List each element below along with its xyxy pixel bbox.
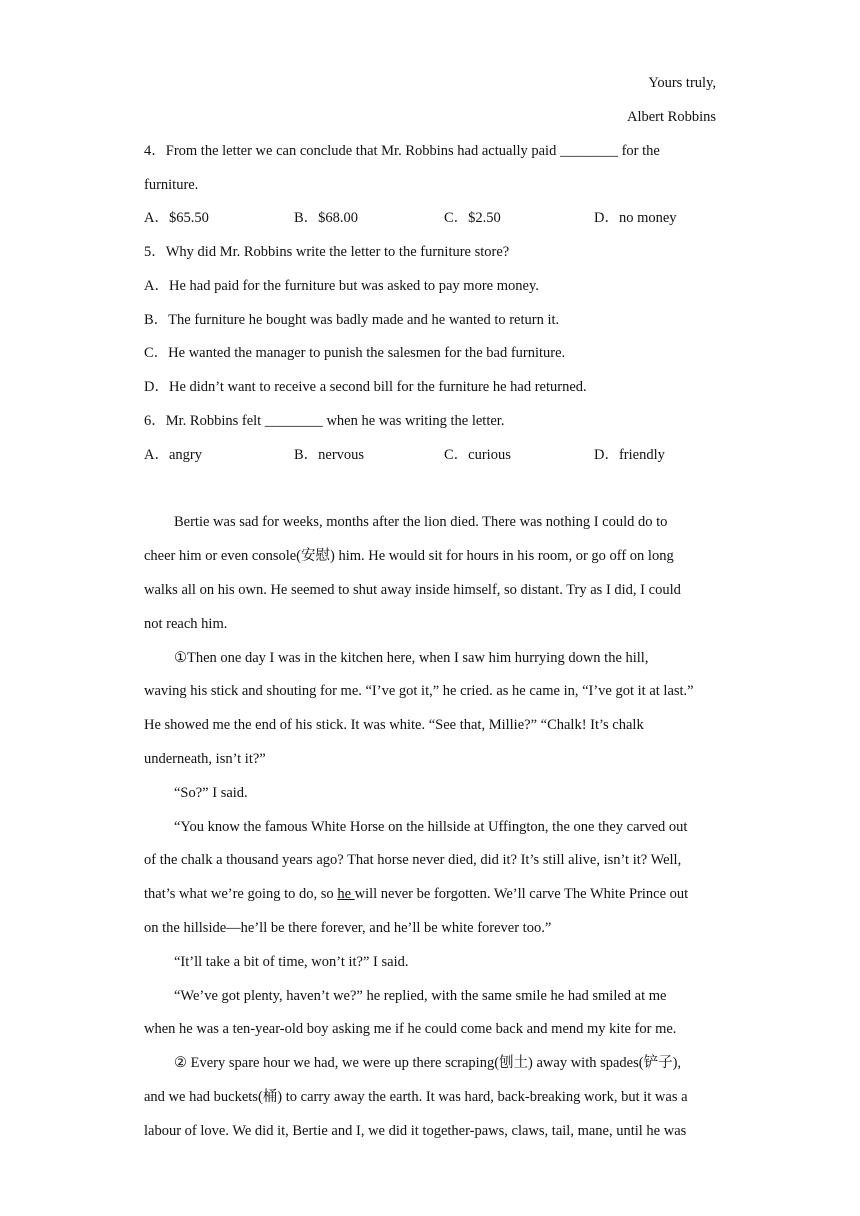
passage-line: “You know the famous White Horse on the hillside at Uffington, the one they carved out [174, 819, 688, 835]
passage-line: He showed me the end of his stick. It was white. “See that, Millie?” “Chalk! It’s chalk [144, 717, 644, 733]
passage-line [144, 884, 688, 904]
passage-line: “So?” I said. [174, 785, 248, 801]
passage-line: on the hillside—he’ll be there forever, and he’ll be white forever too.” [144, 920, 552, 936]
passage-line: labour of love. We did it, Bertie and I, we did it together-paws, claws, tail, mane, until he was [144, 1123, 687, 1139]
letter-signature: Albert Robbins [626, 109, 716, 125]
question-5-stem: 5．Why did Mr. Robbins write the letter to the furniture store? [144, 244, 510, 260]
passage-line: and we had buckets(桶) to carry away the earth. It was hard, back-breaking work, but it was a [144, 1089, 688, 1105]
underlined-pronoun: he [337, 886, 355, 902]
question-4-option-c: C．$2.50 [444, 210, 501, 226]
question-6-option-c: C．curious [444, 447, 511, 463]
question-6-option-d: D．friendly [594, 447, 665, 463]
passage-line: when he was a ten-year-old boy asking me if he could come back and mend my kite for me. [144, 1021, 677, 1037]
question-6-option-a: A．angry [144, 447, 202, 463]
question-4-option-b: B．$68.00 [294, 210, 359, 226]
passage-text: that’s what we’re going to do, so [144, 886, 338, 902]
question-4-option-d: D．no money [594, 210, 677, 226]
passage-line: Bertie was sad for weeks, months after the lion died. There was nothing I could do to [174, 514, 668, 530]
question-4-option-a: A．$65.50 [144, 210, 209, 226]
passage-line: walks all on his own. He seemed to shut away inside himself, so distant. Try as I did, I could [144, 582, 681, 598]
passage-line: “We’ve got plenty, haven’t we?” he replied, with the same smile he had smiled at me [174, 988, 667, 1004]
passage-line: waving his stick and shouting for me. “I’ve got it,” he cried. as he came in, “I’ve got it at last.” [144, 683, 694, 699]
passage-line: ② Every spare hour we had, we were up there scraping(刨土) away with spades(铲子), [174, 1055, 682, 1071]
passage-line: cheer him or even console(安慰) him. He would sit for hours in his room, or go off on long [144, 548, 674, 564]
passage-line: underneath, isn’t it?” [144, 751, 266, 767]
question-4-stem-cont: furniture. [144, 177, 199, 193]
question-5-option-d: D．He didn’t want to receive a second bill for the furniture he had returned. [144, 379, 587, 395]
passage-line: of the chalk a thousand years ago? That horse never died, did it? It’s still alive, isn’t it? Well, [144, 852, 682, 868]
question-6-stem: 6．Mr. Robbins felt ________ when he was writing the letter. [144, 413, 505, 429]
passage-text: will never be forgotten. We’ll carve The White Prince out [354, 886, 689, 902]
question-5-option-a: A．He had paid for the furniture but was asked to pay more money. [144, 278, 539, 294]
passage-line: ①Then one day I was in the kitchen here, when I saw him hurrying down the hill, [174, 650, 649, 666]
passage-line: not reach him. [144, 616, 228, 632]
question-6-option-b: B．nervous [294, 447, 365, 463]
question-4-stem: 4．From the letter we can conclude that Mr. Robbins had actually paid ________ for the [144, 143, 660, 159]
passage-line: “It’ll take a bit of time, won’t it?” I said. [174, 954, 409, 970]
question-5-option-b: B．The furniture he bought was badly made and he wanted to return it. [144, 312, 560, 328]
question-5-option-c: C．He wanted the manager to punish the salesmen for the bad furniture. [144, 345, 566, 361]
letter-salutation: Yours truly, [648, 75, 716, 91]
